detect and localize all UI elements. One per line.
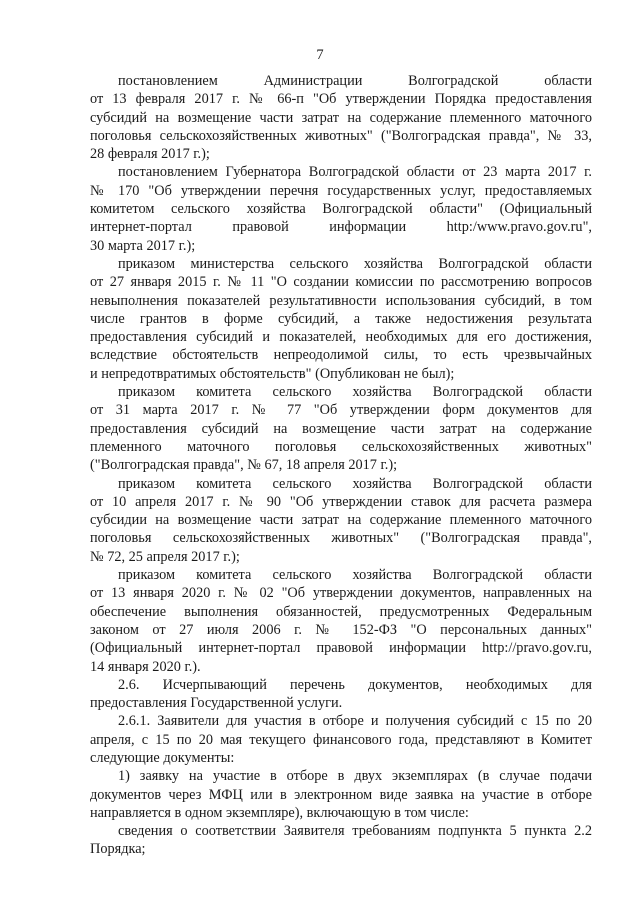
text-line: законом от 27 июля 2006 г. № 152-ФЗ "О персональных данных" — [90, 621, 592, 638]
text-line: постановлением Губернатора Волгоградской области от 23 марта 2017 г. — [118, 164, 592, 181]
text-line: 2.6.1. Заявители для участия в отборе и получения субсидий с 15 по 20 — [118, 713, 592, 730]
text-line: предоставления Государственной услуги. — [90, 695, 343, 712]
text-line: сведения о соответствии Заявителя требованиям подпункта 5 пункта 2.2 — [118, 823, 592, 840]
text-line: от 13 января 2020 г. № 02 "Об утверждении документов, направленных на — [90, 585, 592, 602]
text-line: племенного маточного поголовья сельскохозяйственных животных" — [90, 438, 592, 455]
page-number: 7 — [316, 47, 324, 63]
paragraph — [90, 767, 592, 822]
text-line: документов через МФЦ или в электронном виде заявка на участие в отборе — [90, 786, 592, 803]
paragraph — [90, 475, 592, 566]
text-line: предоставления субсидий на возмещение части затрат на содержание — [90, 420, 592, 437]
text-line: и непредотвратимых обстоятельств" (Опубликован не был); — [90, 365, 455, 382]
paragraph — [90, 712, 592, 767]
paragraph — [90, 676, 592, 713]
paragraph — [90, 163, 592, 254]
text-line: субсидий на возмещение части затрат на содержание племенного маточного — [90, 109, 592, 126]
text-line: 28 февраля 2017 г.); — [90, 146, 210, 163]
text-line: ("Волгоградская правда", № 67, 18 апреля 2017 г.); — [90, 457, 398, 474]
text-line: постановлением Администрации Волгоградской области — [118, 73, 592, 89]
text-line: 14 января 2020 г.). — [90, 658, 201, 675]
paragraph — [90, 72, 592, 163]
text-line: № 170 "Об утверждении перечня государственных услуг, предоставляемых — [90, 182, 592, 199]
text-line: приказом министерства сельского хозяйства Волгоградской области — [118, 255, 592, 272]
paragraph — [90, 822, 592, 859]
text-line: поголовья сельскохозяйственных животных" ("Волгоградская правда", — [90, 530, 592, 547]
text-line: вследствие обстоятельств непреодолимой силы, то есть чрезвычайных — [90, 347, 592, 364]
text-line: приказом комитета сельского хозяйства Волгоградской области — [118, 384, 592, 401]
text-line: от 10 апреля 2017 г. № 90 "Об утверждении ставок для расчета размера — [90, 493, 592, 510]
paragraph — [90, 566, 592, 676]
text-line: 1) заявку на участие в отборе в двух экземплярах (в случае подачи — [118, 768, 592, 785]
text-line: числе грантов в форме субсидий, а также недостижения результата — [90, 310, 592, 327]
text-line: Порядка; — [90, 841, 146, 858]
paragraph — [90, 255, 592, 383]
text-line: поголовья сельскохозяйственных животных" ("Волгоградская правда", № 33, — [90, 127, 592, 144]
text-line: апреля, с 15 по 20 мая текущего финансового года, представляют в Комитет — [90, 731, 592, 748]
text-line: 30 марта 2017 г.); — [90, 237, 196, 254]
text-line: комитетом сельского хозяйства Волгоградской области" (Официальный — [90, 201, 592, 218]
text-line: (Официальный интернет-портал правовой информации http://pravo.gov.ru, — [90, 640, 592, 657]
text-line: приказом комитета сельского хозяйства Волгоградской области — [118, 475, 592, 492]
text-line: интернет-портал правовой информации http:/www.pravo.gov.ru", — [90, 219, 592, 236]
document-body — [90, 72, 592, 859]
text-line: невыполнения показателей результативности использования субсидий, в том — [90, 292, 592, 309]
text-line: приказом комитета сельского хозяйства Волгоградской области — [118, 567, 592, 584]
text-line: от 27 января 2015 г. № 11 "О создании комиссии по рассмотрению вопросов — [90, 274, 592, 291]
text-line: от 13 февраля 2017 г. № 66-п "Об утверждении Порядка предоставления — [90, 91, 592, 108]
text-line: предоставления субсидий и показателей, необходимых для его достижения, — [90, 329, 592, 346]
text-line: обеспечение выполнения обязанностей, предусмотренных Федеральным — [90, 603, 592, 620]
text-line: субсидии на возмещение части затрат на содержание племенного маточного — [90, 512, 592, 529]
text-line: 2.6. Исчерпывающий перечень документов, необходимых для — [118, 676, 592, 693]
paragraph — [90, 383, 592, 474]
text-line: № 72, 25 апреля 2017 г.); — [90, 548, 240, 565]
text-line: от 31 марта 2017 г. № 77 "Об утверждении форм документов для — [90, 402, 592, 419]
text-line: следующие документы: — [90, 749, 235, 766]
text-line: направляется в одном экземпляре), включающую в том числе: — [90, 804, 469, 821]
